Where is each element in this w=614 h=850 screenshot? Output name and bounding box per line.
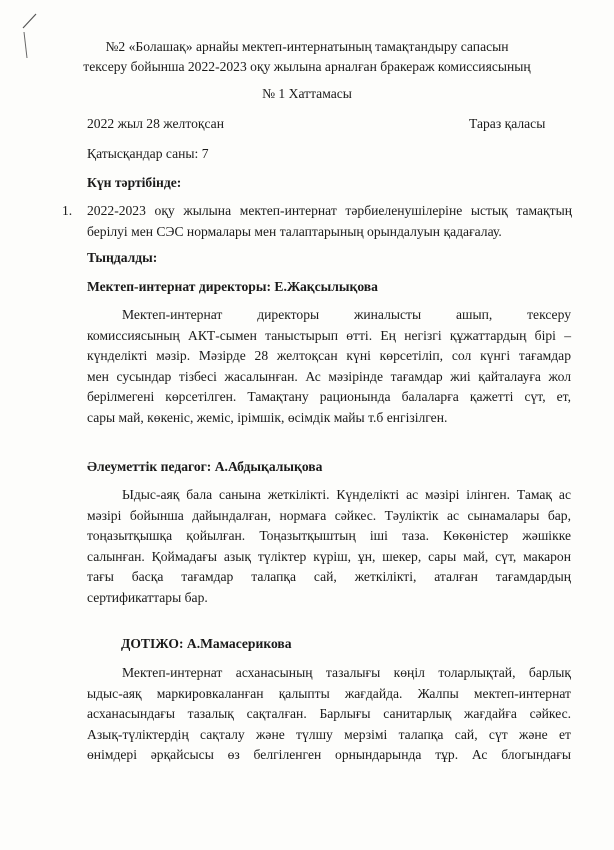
- protocol-number: № 1 Хаттамасы: [262, 86, 352, 101]
- paragraph-line: берілмегені көрсетілген. Тамақтану рационында балаларға қажетті сүт, ет,: [87, 389, 571, 404]
- agenda-heading: Күн тәртібінде:: [87, 175, 182, 190]
- paragraph-line: Мектеп-интернат директоры жиналысты ашып, тексеру: [122, 307, 571, 322]
- paragraph-line: мен сусындар тізбесі жасалынған. Ас мәзірінде тағамдар жиі қайталауға жол: [87, 368, 571, 384]
- agenda-item-text: [87, 201, 572, 242]
- document-city: Тараз қаласы: [469, 116, 546, 131]
- paragraph-line: тағы басқа тағамдар талапқа сай, жеткілікті, аталған тағамдардың: [87, 569, 571, 584]
- document-title-line-2: тексеру бойынша 2022-2023 оқу жылына арналған бракераж комиссиясының: [83, 59, 531, 74]
- paragraph-line: ыдыс-аяқ маркировкаланған қалыпты жағдайда. Жалпы мектеп-интернат: [87, 685, 571, 701]
- agenda-item-line: 2022-2023 оқу жылына мектеп-интернат тәрбиеленушілеріне ыстық тамақтың: [87, 203, 572, 218]
- document-title-line-1: №2 «Болашақ» арнайы мектеп-интернатының тамақтандыру сапасын: [105, 39, 509, 54]
- speaker-paragraph-director: [87, 305, 571, 428]
- speaker-heading-deputy-director: ДОТІЖО: А.Мамасерикова: [121, 636, 292, 651]
- paragraph-line: сертификаттары бар.: [87, 589, 208, 605]
- speaker-heading-social-pedagogue: Әлеуметтік педагог: А.Абдықалықова: [87, 459, 323, 474]
- paragraph-line: өнімдері әрқайсысы өз белгіленген орнындарында тұр. Ас блогындағы: [87, 747, 571, 762]
- paragraph-line: тоңазытқышқа қойылған. Тоңазытқыштың іші таза. Көкөністер жәшікке: [87, 528, 571, 543]
- paragraph-line: Азық-түліктердің сақталу және түлшу мерзімі талапқа сай, сүт және ет: [87, 726, 571, 742]
- participants-count: Қатысқандар саны: 7: [87, 146, 209, 161]
- listened-heading: Тыңдалды:: [87, 250, 158, 265]
- agenda-item-number: 1.: [62, 203, 73, 218]
- speaker-paragraph-deputy-director: [87, 663, 571, 766]
- speaker-heading-director: Мектеп-интернат директоры: Е.Жақсылықова: [87, 279, 378, 294]
- paragraph-line: күнделікті мәзір. Мәзірде 28 желтоқсан күні көрсетіліп, сол күнгі тағамдар: [87, 348, 571, 363]
- paragraph-line: асханасындағы тазалық сақталған. Барлығы санитарлық жағдайға сәйкес.: [87, 706, 571, 721]
- paragraph-line: мәзірі бойынша дайындалған, нормаға сәйкес. Тәуліктік ас сынамалары бар,: [87, 507, 571, 523]
- paragraph-line: комиссиясының АКТ-сымен таныстырып өтті. Ең негізгі құжаттардың бірі –: [87, 327, 571, 343]
- paragraph-line: Мектеп-интернат асханасының тазалығы көңіл толарлықтай, барлық: [122, 665, 571, 680]
- paragraph-line: Ыдыс-аяқ бала санына жеткілікті. Күнделікті ас мәзірі ілінген. Тамақ ас: [122, 487, 571, 502]
- document-date: 2022 жыл 28 желтоқсан: [87, 116, 224, 131]
- paragraph-line: сары май, көкеніс, жеміс, ірімшік, өсімдік майы т.б енгізілген.: [87, 409, 448, 425]
- speaker-paragraph-social-pedagogue: [87, 485, 571, 608]
- agenda-item-line: берілуі мен СЭС нормалары мен талаптарының орындалуын қадағалау.: [87, 223, 502, 239]
- paragraph-line: салынған. Қоймадағы азық түліктер күріш, ұн, шекер, сары май, сүт, макарон: [87, 548, 571, 564]
